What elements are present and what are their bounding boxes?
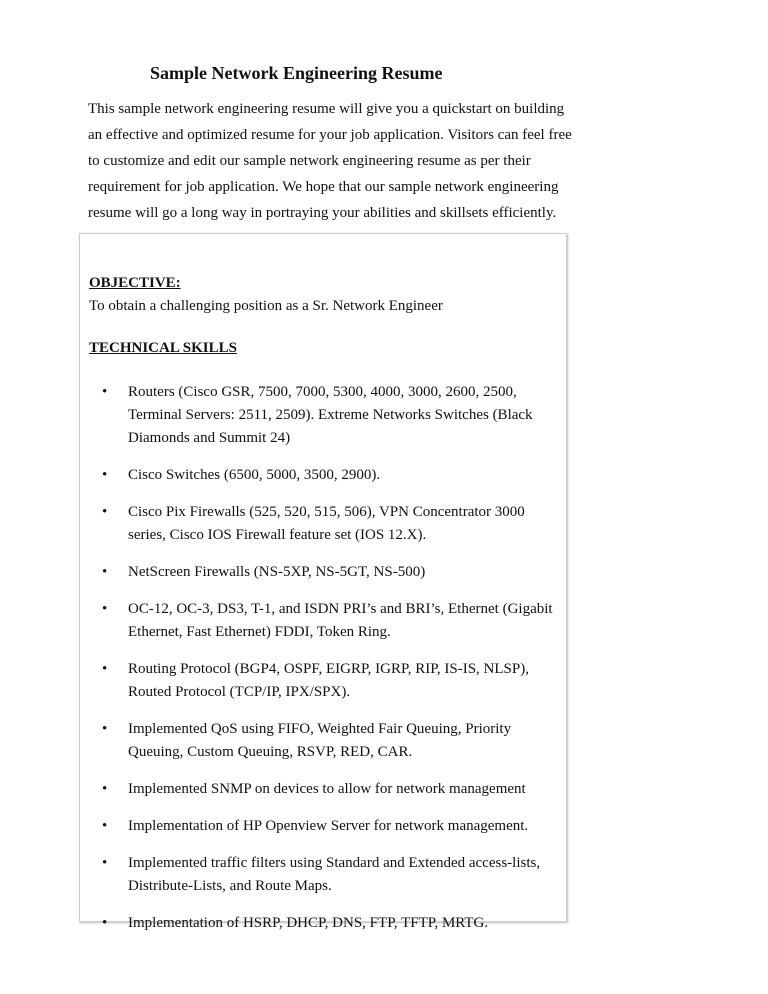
resume-box (79, 233, 567, 931)
skill-text: Routers (Cisco GSR, 7500, 7000, 5300, 4000, 3000, 2600, 2500, Terminal Servers: 2511, 2509). Extreme Networks Switches (Black Diamonds and Summit 24) (128, 384, 533, 446)
page-title: Sample Network Engineering Resume (150, 63, 443, 83)
bullet-icon: • (102, 661, 108, 677)
list-item (80, 852, 556, 898)
bullet-icon: • (102, 564, 108, 580)
skill-text: Implemented traffic filters using Standard and Extended access-lists, Distribute-Lists, and Route Maps. (128, 855, 541, 894)
skill-text: Implemented QoS using FIFO, Weighted Fair Queuing, Priority Queuing, Custom Queuing, RSVP, RED, CAR. (128, 721, 512, 760)
bullet-icon: • (102, 721, 108, 737)
skill-text: NetScreen Firewalls (NS-5XP, NS-5GT, NS-500) (128, 564, 426, 580)
skill-text: OC-12, OC-3, DS3, T-1, and ISDN PRI’s and BRI’s, Ethernet (Gigabit Ethernet, Fast Ethernet) FDDI, Token Ring. (128, 601, 553, 640)
skills-list (80, 381, 556, 949)
list-item (80, 718, 556, 764)
bullet-icon: • (102, 384, 108, 400)
bullet-icon: • (102, 855, 108, 871)
technical-skills-heading: TECHNICAL SKILLS (89, 340, 237, 356)
list-item (80, 561, 556, 584)
bullet-icon: • (102, 601, 108, 617)
list-item (80, 598, 556, 644)
skill-text: Routing Protocol (BGP4, OSPF, EIGRP, IGRP, RIP, IS-IS, NLSP), Routed Protocol (TCP/IP, IPX/SPX). (128, 661, 529, 700)
list-item (80, 464, 556, 487)
skill-text: Cisco Pix Firewalls (525, 520, 515, 506), VPN Concentrator 3000 series, Cisco IOS Firewall feature set (IOS 12.X). (128, 504, 525, 543)
list-item (80, 501, 556, 547)
skill-text: Implemented SNMP on devices to allow for network management (128, 781, 526, 797)
bullet-icon: • (102, 818, 108, 834)
list-item (80, 912, 556, 935)
list-item (80, 381, 556, 450)
skill-text: Implementation of HP Openview Server for network management. (128, 818, 529, 834)
list-item (80, 815, 556, 838)
list-item (80, 658, 556, 704)
bullet-icon: • (102, 467, 108, 483)
skill-text: Cisco Switches (6500, 5000, 3500, 2900). (128, 467, 381, 483)
bullet-icon: • (102, 915, 108, 931)
list-item (80, 778, 556, 801)
bullet-icon: • (102, 504, 108, 520)
intro-paragraph: This sample network engineering resume will give you a quickstart on building an effective and optimized resume for your job application. Visitors can feel free to customize and edit our sample network engineering resume as per their requirement for job application. We hope that our sample network engineering resume will go a long way in portraying your abilities and skillsets efficiently. (88, 101, 572, 221)
objective-text: To obtain a challenging position as a Sr. Network Engineer (89, 298, 443, 314)
skill-text: Implementation of HSRP, DHCP, DNS, FTP, TFTP, MRTG. (128, 915, 489, 931)
bullet-icon: • (102, 781, 108, 797)
objective-heading: OBJECTIVE: (89, 275, 181, 291)
